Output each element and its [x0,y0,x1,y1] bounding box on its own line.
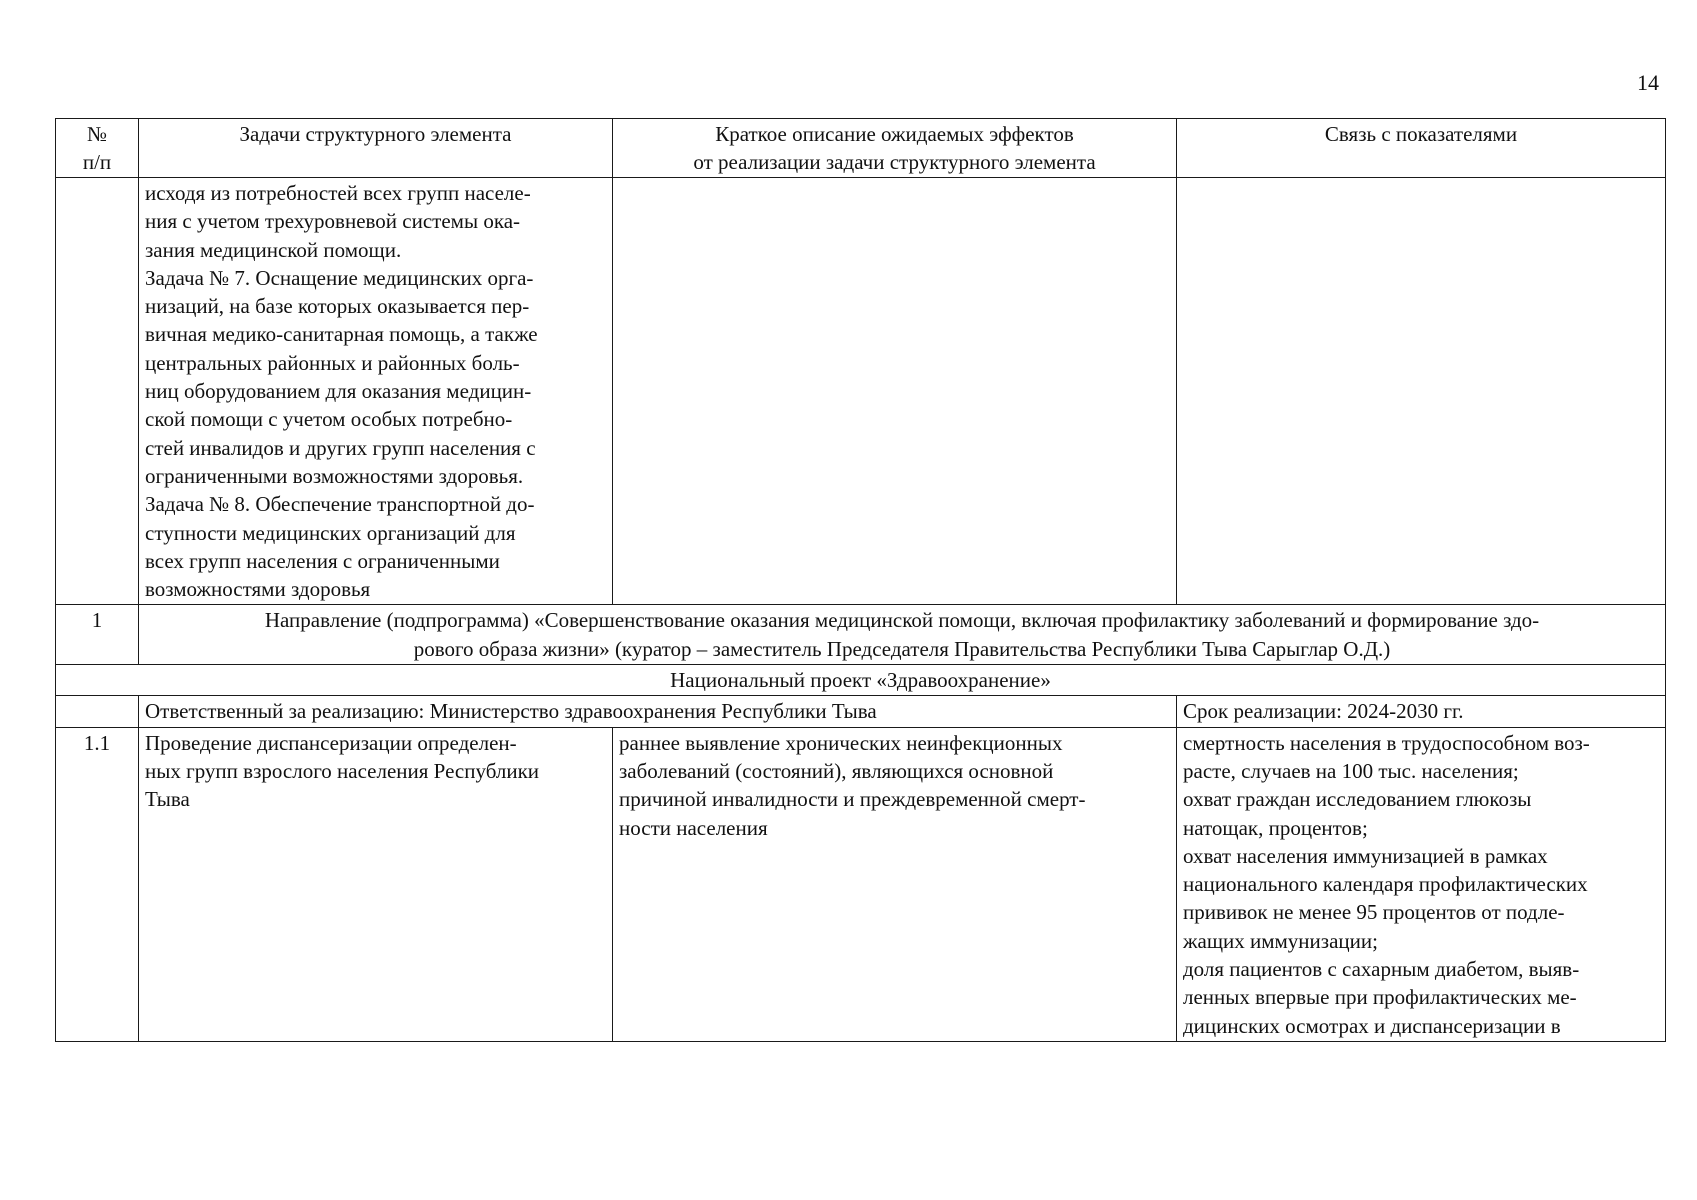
cell-effects [613,178,1177,605]
cell-tasks: исходя из потребностей всех групп населе- ния с учетом трехуровневой системы ока- зания медицинской помощи. Задача № 7. Оснащение медицинских орга- низаций, на базе которых оказывается пер- вичная медико-санитарная помощь, а также центральных районных и районных боль- ниц оборудованием для оказания медицин- ской помощи с учетом особых потребно- стей инвалидов и других групп населения с ограниченными возможностями здоровья. Задача № 8. Обеспечение транспортной до- ступности медицинских организаций для всех групп населения с ограниченными возможностями здоровья [139,178,613,605]
direction-title: Направление (подпрограмма) «Совершенствование оказания медицинской помощи, включая профилактику заболеваний и формирование здо- рового образа жизни» (куратор – заместитель Председателя Правительства Республики Тыва Сарыглар О.Д.) [139,605,1666,665]
structural-element-table [55,118,1666,1042]
table-row-direction [56,605,1666,665]
cell-number [56,696,139,727]
table-row-national-project [56,665,1666,696]
cell-number: 1 [56,605,139,665]
cell-effects: раннее выявление хронических неинфекционных заболеваний (состояний), являющихся основной причиной инвалидности и преждевременной смерт- ности населения [613,727,1177,1041]
header-col-indicators: Связь с показателями [1177,119,1666,178]
table-header-row [56,119,1666,178]
table-row-continuation [56,178,1666,605]
national-project-title: Национальный проект «Здравоохранение» [56,665,1666,696]
cell-indicators [1177,178,1666,605]
cell-number: 1.1 [56,727,139,1041]
responsible-organization: Ответственный за реализацию: Министерство здравоохранения Республики Тыва [139,696,1177,727]
header-col-effects: Краткое описание ожидаемых эффектов от реализации задачи структурного элемента [613,119,1177,178]
cell-tasks: Проведение диспансеризации определен- ных групп взрослого населения Республики Тыва [139,727,613,1041]
header-col-number: № п/п [56,119,139,178]
table-row-responsible [56,696,1666,727]
table-row-1-1 [56,727,1666,1041]
header-col-tasks: Задачи структурного элемента [139,119,613,178]
page-number: 14 [1637,70,1659,95]
cell-number [56,178,139,605]
implementation-term: Срок реализации: 2024-2030 гг. [1177,696,1666,727]
cell-indicators: смертность населения в трудоспособном воз- расте, случаев на 100 тыс. населения; охват граждан исследованием глюкозы натощак, процентов; охват населения иммунизацией в рамках национального календаря профилактических прививок не менее 95 процентов от подле- жащих иммунизации; доля пациентов с сахарным диабетом, выяв- ленных впервые при профилактических ме- дицинских осмотрах и диспансеризации в [1177,727,1666,1041]
